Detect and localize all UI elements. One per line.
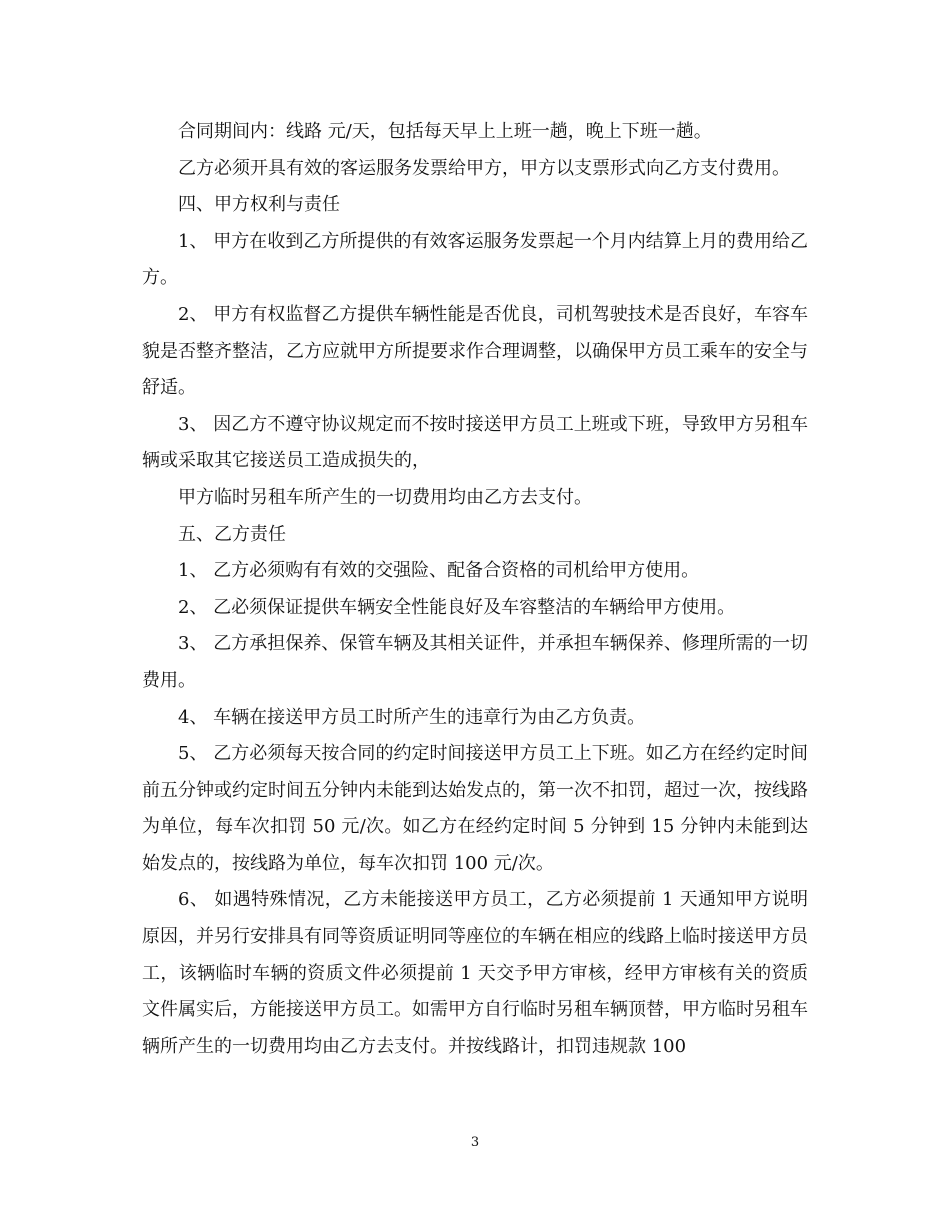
paragraph-party-b-item-5: 5、 乙方必须每天按合同的约定时间接送甲方员工上下班。如乙方在经约定时间前五分钟或约定时间五分钟内未能到达始发点的，第一次不扣罚，超过一次，按线路为单位，每车次扣罚 50 元/次。如乙方在经约定时间 5 分钟到 15 分钟内未能到达始发点的，按线路为单位，每车次扣罚 100 元/次。 — [142, 743, 808, 874]
paragraph-party-a-item-1: 1、 甲方在收到乙方所提供的有效客运服务发票起一个月内结算上月的费用给乙方。 — [142, 230, 808, 289]
paragraph-party-a-item-3: 3、 因乙方不遵守协议规定而不按时接送甲方员工上班或下班，导致甲方另租车辆或采取其它接送员工造成损失的， — [142, 413, 808, 472]
section-heading-party-a-rights: 四、甲方权利与责任 — [178, 194, 340, 216]
paragraph-party-b-item-4: 4、 车辆在接送甲方员工时所产生的违章行为由乙方负责。 — [178, 706, 646, 728]
paragraph-party-a-item-3-continued: 甲方临时另租车所产生的一切费用均由乙方去支付。 — [178, 486, 592, 508]
paragraph-party-b-item-2: 2、 乙必须保证提供车辆安全性能良好及车容整洁的车辆给甲方使用。 — [178, 596, 736, 618]
paragraph-invoice-requirement: 乙方必须开具有效的客运服务发票给甲方，甲方以支票形式向乙方支付费用。 — [178, 157, 790, 179]
paragraph-payment-terms: 合同期间内：线路 元/天，包括每天早上上班一趟，晚上下班一趟。 — [178, 121, 712, 142]
paragraph-party-b-item-6: 6、 如遇特殊情况，乙方未能接送甲方员工，乙方必须提前 1 天通知甲方说明原因，并另行安排具有同等资质证明同等座位的车辆在相应的线路上临时接送甲方员工，该辆临时车辆的资质文件必须提前 1 天交予甲方审核，经甲方审核有关的资质文件属实后，方能接送甲方员工。如需甲方自行临时另租车辆顶替，甲方临时另租车辆所产生的一切费用均由乙方去支付。并按线路计，扣罚违规款 100 — [142, 889, 808, 1057]
page-number: 3 — [470, 1135, 480, 1150]
paragraph-party-b-item-1: 1、 乙方必须购有有效的交强险、配备合资格的司机给甲方使用。 — [178, 560, 700, 582]
paragraph-party-b-item-3: 3、 乙方承担保养、保管车辆及其相关证件，并承担车辆保养、修理所需的一切费用。 — [142, 633, 808, 691]
paragraph-party-a-item-2: 2、 甲方有权监督乙方提供车辆性能是否优良，司机驾驶技术是否良好，车容车貌是否整齐整洁，乙方应就甲方所提要求作合理调整，以确保甲方员工乘车的安全与舒适。 — [142, 303, 808, 399]
section-heading-party-b-duties: 五、乙方责任 — [178, 523, 286, 545]
document-body — [142, 114, 808, 1065]
